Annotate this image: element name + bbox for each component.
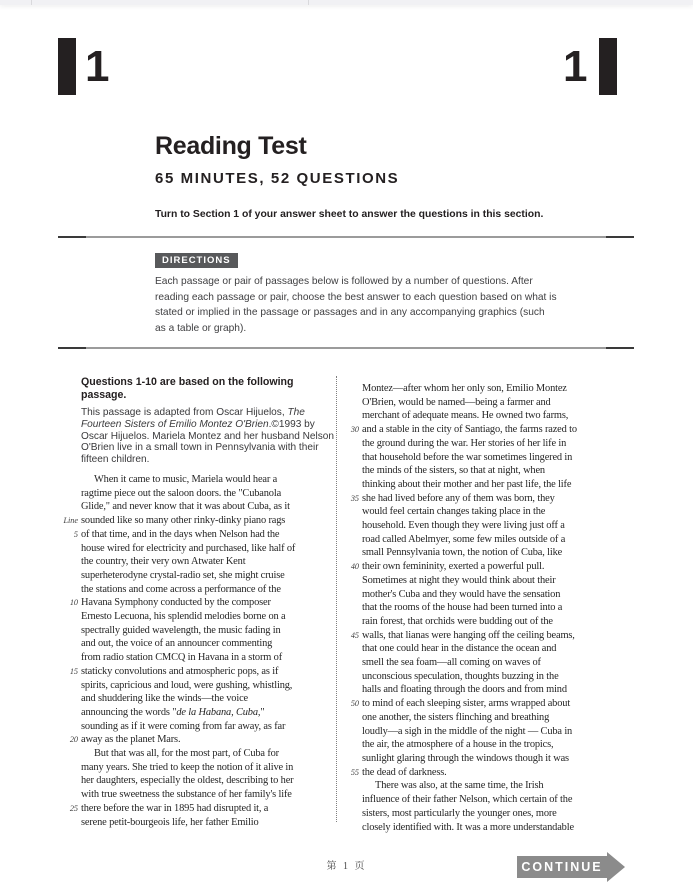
passage-line <box>343 629 577 643</box>
line-text: spirits, capricious and loud, were gushing, whistling, <box>81 679 293 691</box>
line-text: road called Abelmyer, some few miles outside of a <box>362 533 566 545</box>
line-number: 20 <box>69 735 78 745</box>
line-text: from radio station CMCQ in Havana in a storm of <box>81 652 283 664</box>
section-marker-right <box>563 38 617 95</box>
line-number: 5 <box>73 529 78 539</box>
passage-line <box>58 679 336 693</box>
line-text: superheterodyne crystal-radio set, she might cruise <box>81 569 285 581</box>
passage-line <box>58 706 336 720</box>
line-number <box>343 437 362 451</box>
passage-line <box>58 761 336 775</box>
intro-segment: This passage is adapted from Oscar Hijuelos, <box>81 407 288 418</box>
line-text: house wired for electricity and purchased, like half of <box>81 542 296 554</box>
line-number <box>343 793 362 807</box>
line-number <box>343 519 362 533</box>
line-text: the dead of darkness. <box>362 766 447 778</box>
line-number <box>343 574 362 588</box>
passage-line <box>58 610 336 624</box>
section-instruction: Turn to Section 1 of your answer sheet to answer the questions in this section. <box>155 209 544 220</box>
line-number <box>343 738 362 752</box>
passage-line <box>343 382 577 396</box>
line-number <box>343 588 362 602</box>
continue-button[interactable] <box>517 856 607 878</box>
passage-line <box>343 409 577 423</box>
line-number <box>343 464 362 478</box>
line-text: influence of their father Nelson, which certain of the <box>362 794 573 806</box>
directions-body: Each passage or pair of passages below is followed by a number of questions. After reading each passage or pair, choose the best answer to each question based on what is stated or implied in the passage or passages and in any accompanying graphics (such as a table or graph). <box>155 276 557 334</box>
line-text: and out, the voice of an announcer commenting <box>81 638 273 650</box>
passage-line <box>58 555 336 569</box>
line-text: away as the planet Mars. <box>81 734 181 746</box>
line-text: Ernesto Lecuona, his splendid melodies borne on a <box>81 611 286 623</box>
line-number <box>58 816 81 830</box>
passage-lines-right <box>343 382 577 834</box>
page-subtitle: 65 MINUTES, 52 QUESTIONS <box>155 170 400 187</box>
line-text: Glide," and never know that it was about Cuba, as it <box>81 501 290 513</box>
line-text: household. Even though they were living just off a <box>362 520 565 532</box>
line-text: closely identified with. It was a more understandable <box>362 821 574 833</box>
line-text: Montez—after whom her only son, Emilio Montez <box>362 383 567 394</box>
passage-line <box>343 601 577 615</box>
line-number <box>58 610 81 624</box>
line-number <box>343 451 362 465</box>
line-number: Line <box>63 516 78 526</box>
passage-line <box>58 692 336 706</box>
passage-line <box>343 574 577 588</box>
line-number <box>343 821 362 835</box>
passage-line <box>58 487 336 501</box>
line-text: But that was all, for the most part, of Cuba for <box>94 748 279 760</box>
passage-line <box>343 779 577 793</box>
line-number <box>343 601 362 615</box>
line-number <box>343 711 362 725</box>
line-number <box>343 779 362 793</box>
line-text: serene petit-bourgeois life, her father Emilio <box>81 816 259 828</box>
line-number <box>58 555 81 569</box>
passage-line <box>58 733 336 747</box>
line-text: the air, the atmosphere of a house in the tropics, <box>362 739 554 751</box>
line-text: and shuddering like the winds—the voice <box>81 693 249 705</box>
passage-line <box>58 802 336 816</box>
line-number: 40 <box>350 562 359 572</box>
line-number <box>58 651 81 665</box>
line-number <box>343 752 362 766</box>
line-number <box>343 533 362 547</box>
passage-line <box>343 546 577 560</box>
passage-line <box>58 596 336 610</box>
line-number <box>343 396 362 410</box>
line-number <box>58 706 81 720</box>
line-text: she had lived before any of them was born, they <box>362 492 555 504</box>
line-text: that the rooms of the house had been turned into a <box>362 602 563 614</box>
line-number <box>343 615 362 629</box>
passage-line <box>343 821 577 835</box>
line-number <box>58 624 81 638</box>
line-number <box>58 637 81 651</box>
passage-line <box>343 519 577 533</box>
passage-lines-left <box>58 473 336 829</box>
line-text: with true sweetness the substance of her family's life <box>81 789 292 801</box>
line-text: ragtime piece out the saloon doors. the "Cubanola <box>81 487 282 499</box>
passage-line <box>58 747 336 761</box>
passage-line <box>343 478 577 492</box>
strip-divider <box>31 0 32 5</box>
line-text: the ground during the war. Her stories of her life in <box>362 437 567 449</box>
line-text: O'Brien, would be named—being a farmer and <box>362 396 551 408</box>
line-text: sounding as if it were coming from far away, as far <box>81 720 286 732</box>
passage-question-heading: Questions 1-10 are based on the following passage. <box>81 376 294 401</box>
passage-line <box>58 583 336 597</box>
passage-line <box>343 807 577 821</box>
passage-line <box>343 793 577 807</box>
passage-line <box>343 683 577 697</box>
line-text: her daughters, especially the oldest, describing to her <box>81 775 294 787</box>
line-number <box>58 473 81 487</box>
passage-line <box>343 437 577 451</box>
line-text: small Pennsylvania town, the notion of Cuba, like <box>362 547 563 559</box>
intro-segment: The Fourteen Sisters of Emilio Montez O'Brien <box>81 407 305 430</box>
divider-rule-bottom <box>58 347 634 349</box>
passage-line <box>343 464 577 478</box>
line-number <box>58 774 81 788</box>
line-number: 10 <box>69 598 78 608</box>
passage-line <box>343 725 577 739</box>
line-text: that one could hear in the distance the ocean and <box>362 643 557 655</box>
line-text: smell the sea foam—all coming on waves of <box>362 657 541 669</box>
line-text: there before the war in 1895 had disrupted it, a <box>81 802 269 814</box>
passage-line <box>58 788 336 802</box>
continue-arrow-icon <box>607 852 625 882</box>
passage-line <box>58 542 336 556</box>
intro-segment: .©1993 by Oscar Hijuelos. Mariela Montez and her husband Nelson O'Brien live in a small town in Pennsylvania with their fifteen children. <box>81 418 335 466</box>
section-number-right: 1 <box>563 42 587 91</box>
line-text: the minds of the sisters, so that at night, when <box>362 465 545 477</box>
passage-column-right <box>343 376 577 834</box>
passage-intro <box>81 407 335 466</box>
line-number <box>343 546 362 560</box>
line-number <box>58 720 81 734</box>
passage-line <box>58 500 336 514</box>
line-number <box>343 642 362 656</box>
section-bar-icon <box>58 38 76 95</box>
section-bar-icon <box>599 38 617 95</box>
passage-line <box>343 505 577 519</box>
line-text: loudly—a sigh in the middle of the night — Cuba in <box>362 725 573 737</box>
line-number <box>58 583 81 597</box>
line-text: the stations and come across a performance of the <box>81 583 281 595</box>
line-text: staticky convolutions and atmospheric pops, as if <box>81 665 279 677</box>
line-text: to mind of each sleeping sister, arms wrapped about <box>362 698 571 710</box>
line-text: many years. She tried to keep the notion of it alive in <box>81 761 294 773</box>
line-number <box>343 807 362 821</box>
line-text: rain forest, that orchids were budding out of the <box>362 615 553 627</box>
line-number <box>58 569 81 583</box>
passage-line <box>58 569 336 583</box>
line-number <box>58 692 81 706</box>
line-number <box>58 679 81 693</box>
passage-line <box>58 651 336 665</box>
line-number <box>343 683 362 697</box>
section-number-left: 1 <box>85 42 109 91</box>
passage-columns <box>58 376 658 834</box>
column-divider <box>336 376 337 822</box>
line-number <box>58 500 81 514</box>
passage-line <box>58 514 336 528</box>
continue-label: CONTINUE <box>521 860 603 874</box>
passage-line <box>343 423 577 437</box>
passage-column-left <box>58 376 336 829</box>
passage-line <box>343 615 577 629</box>
line-text: that household before the war sometimes lingered in <box>362 451 573 463</box>
passage-line <box>58 528 336 542</box>
passage-line <box>58 774 336 788</box>
line-number <box>343 670 362 684</box>
line-number <box>58 761 81 775</box>
line-number: 30 <box>350 425 359 435</box>
line-text: mother's Cuba and they would have the sensation <box>362 588 561 600</box>
line-text: thinking about their mother and her past life, the life <box>362 478 572 490</box>
line-text: There was also, at the same time, the Irish <box>375 780 544 792</box>
line-number <box>343 505 362 519</box>
passage-line <box>343 711 577 725</box>
line-number: 25 <box>69 803 78 813</box>
title-block <box>155 132 595 220</box>
line-text: halls and floating through the doors and from mind <box>362 684 567 696</box>
line-text: merchant of adequate means. He owned two farms, <box>362 410 569 422</box>
line-text: Sometimes at night they would think about their <box>362 574 556 586</box>
line-text: the country, their very own Atwater Kent <box>81 556 246 568</box>
line-text: Havana Symphony conducted by the composer <box>81 597 271 609</box>
passage-line <box>343 492 577 506</box>
divider-rule-top <box>58 236 634 238</box>
line-text: When it came to music, Mariela would hear a <box>94 473 278 485</box>
passage-line <box>343 451 577 465</box>
line-number <box>343 409 362 423</box>
line-number: 35 <box>350 493 359 503</box>
line-text: spectrally guided wavelength, the music fading in <box>81 624 281 636</box>
line-text: their own femininity, exerted a powerful pull. <box>362 561 545 573</box>
passage-line <box>58 637 336 651</box>
page-title: Reading Test <box>155 132 307 160</box>
line-number <box>58 788 81 802</box>
line-text: walls, that lianas were hanging off the ceiling beams, <box>362 629 575 641</box>
passage-line <box>58 665 336 679</box>
browser-edge-strip <box>0 0 693 5</box>
passage-line <box>343 738 577 752</box>
passage-line <box>58 720 336 734</box>
line-text: sisters, most particularly the younger ones, more <box>362 807 557 819</box>
footer-page-number: 第 1 页 <box>326 861 367 872</box>
passage-line <box>343 697 577 711</box>
passage-line <box>58 473 336 487</box>
line-number <box>343 478 362 492</box>
passage-line <box>343 766 577 780</box>
line-number <box>58 542 81 556</box>
line-text: one another, the sisters flinching and breathing <box>362 711 550 723</box>
passage-line <box>343 588 577 602</box>
line-number <box>58 487 81 501</box>
strip-divider <box>308 0 309 5</box>
line-text: announcing the words "de la Habana, Cuba," <box>81 706 265 718</box>
line-text: of that time, and in the days when Nelson had the <box>81 528 280 540</box>
passage-line <box>343 560 577 574</box>
line-text: would feel certain changes taking place in the <box>362 506 546 518</box>
passage-line <box>343 642 577 656</box>
line-text: and a stable in the city of Santiago, the farms razed to <box>362 424 577 436</box>
line-number <box>343 382 362 396</box>
line-number: 45 <box>350 630 359 640</box>
line-number: 15 <box>69 666 78 676</box>
line-number: 55 <box>350 767 359 777</box>
line-text: sunlight glaring through the windows though it was <box>362 752 569 764</box>
passage-line <box>343 656 577 670</box>
line-number <box>58 747 81 761</box>
passage-line <box>343 670 577 684</box>
passage-line <box>343 752 577 766</box>
line-number: 50 <box>350 699 359 709</box>
passage-line <box>343 533 577 547</box>
line-number <box>343 725 362 739</box>
section-marker-left <box>58 38 108 95</box>
passage-line <box>343 396 577 410</box>
passage-line <box>58 816 336 830</box>
passage-line <box>58 624 336 638</box>
directions-label: DIRECTIONS <box>155 253 238 268</box>
line-text: sounded like so many other rinky-dinky piano rags <box>81 515 286 527</box>
line-number <box>343 656 362 670</box>
line-text: unconscious speculation, thoughts buzzing in the <box>362 670 559 682</box>
